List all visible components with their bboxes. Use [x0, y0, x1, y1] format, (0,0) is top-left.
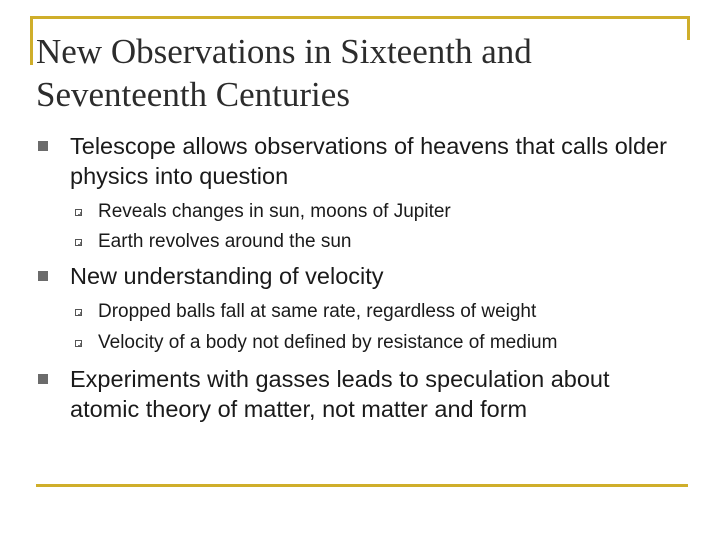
sub-bullet-text: Velocity of a body not defined by resistance of medium — [98, 332, 558, 353]
bullet-text: New understanding of velocity — [70, 263, 384, 289]
bullet-item — [70, 261, 680, 291]
filled-square-bullet-icon — [38, 141, 48, 151]
bottom-accent-rule — [36, 484, 688, 487]
sub-bullet-item — [98, 197, 678, 227]
filled-square-bullet-icon — [38, 271, 48, 281]
bullet-text: Experiments with gasses leads to speculation about atomic theory of matter, not matter and form — [70, 366, 610, 422]
sub-bullet-item — [98, 297, 678, 327]
sub-bullet-item — [98, 227, 678, 257]
sub-bullet-item — [98, 328, 678, 358]
sub-bullet-text: Dropped balls fall at same rate, regardless of weight — [98, 301, 537, 322]
hollow-square-bullet-icon — [75, 340, 82, 347]
bullet-text: Telescope allows observations of heavens that calls older physics into question — [70, 133, 667, 189]
hollow-square-bullet-icon — [75, 209, 82, 216]
hollow-square-bullet-icon — [75, 239, 82, 246]
bullet-item — [70, 131, 680, 191]
filled-square-bullet-icon — [38, 374, 48, 384]
hollow-square-bullet-icon — [75, 309, 82, 316]
sub-bullet-text: Earth revolves around the sun — [98, 231, 352, 252]
bullet-item — [70, 364, 680, 424]
slide-title: New Observations in Sixteenth and Seventeenth Centuries — [36, 32, 532, 114]
sub-bullet-text: Reveals changes in sun, moons of Jupiter — [98, 201, 451, 222]
